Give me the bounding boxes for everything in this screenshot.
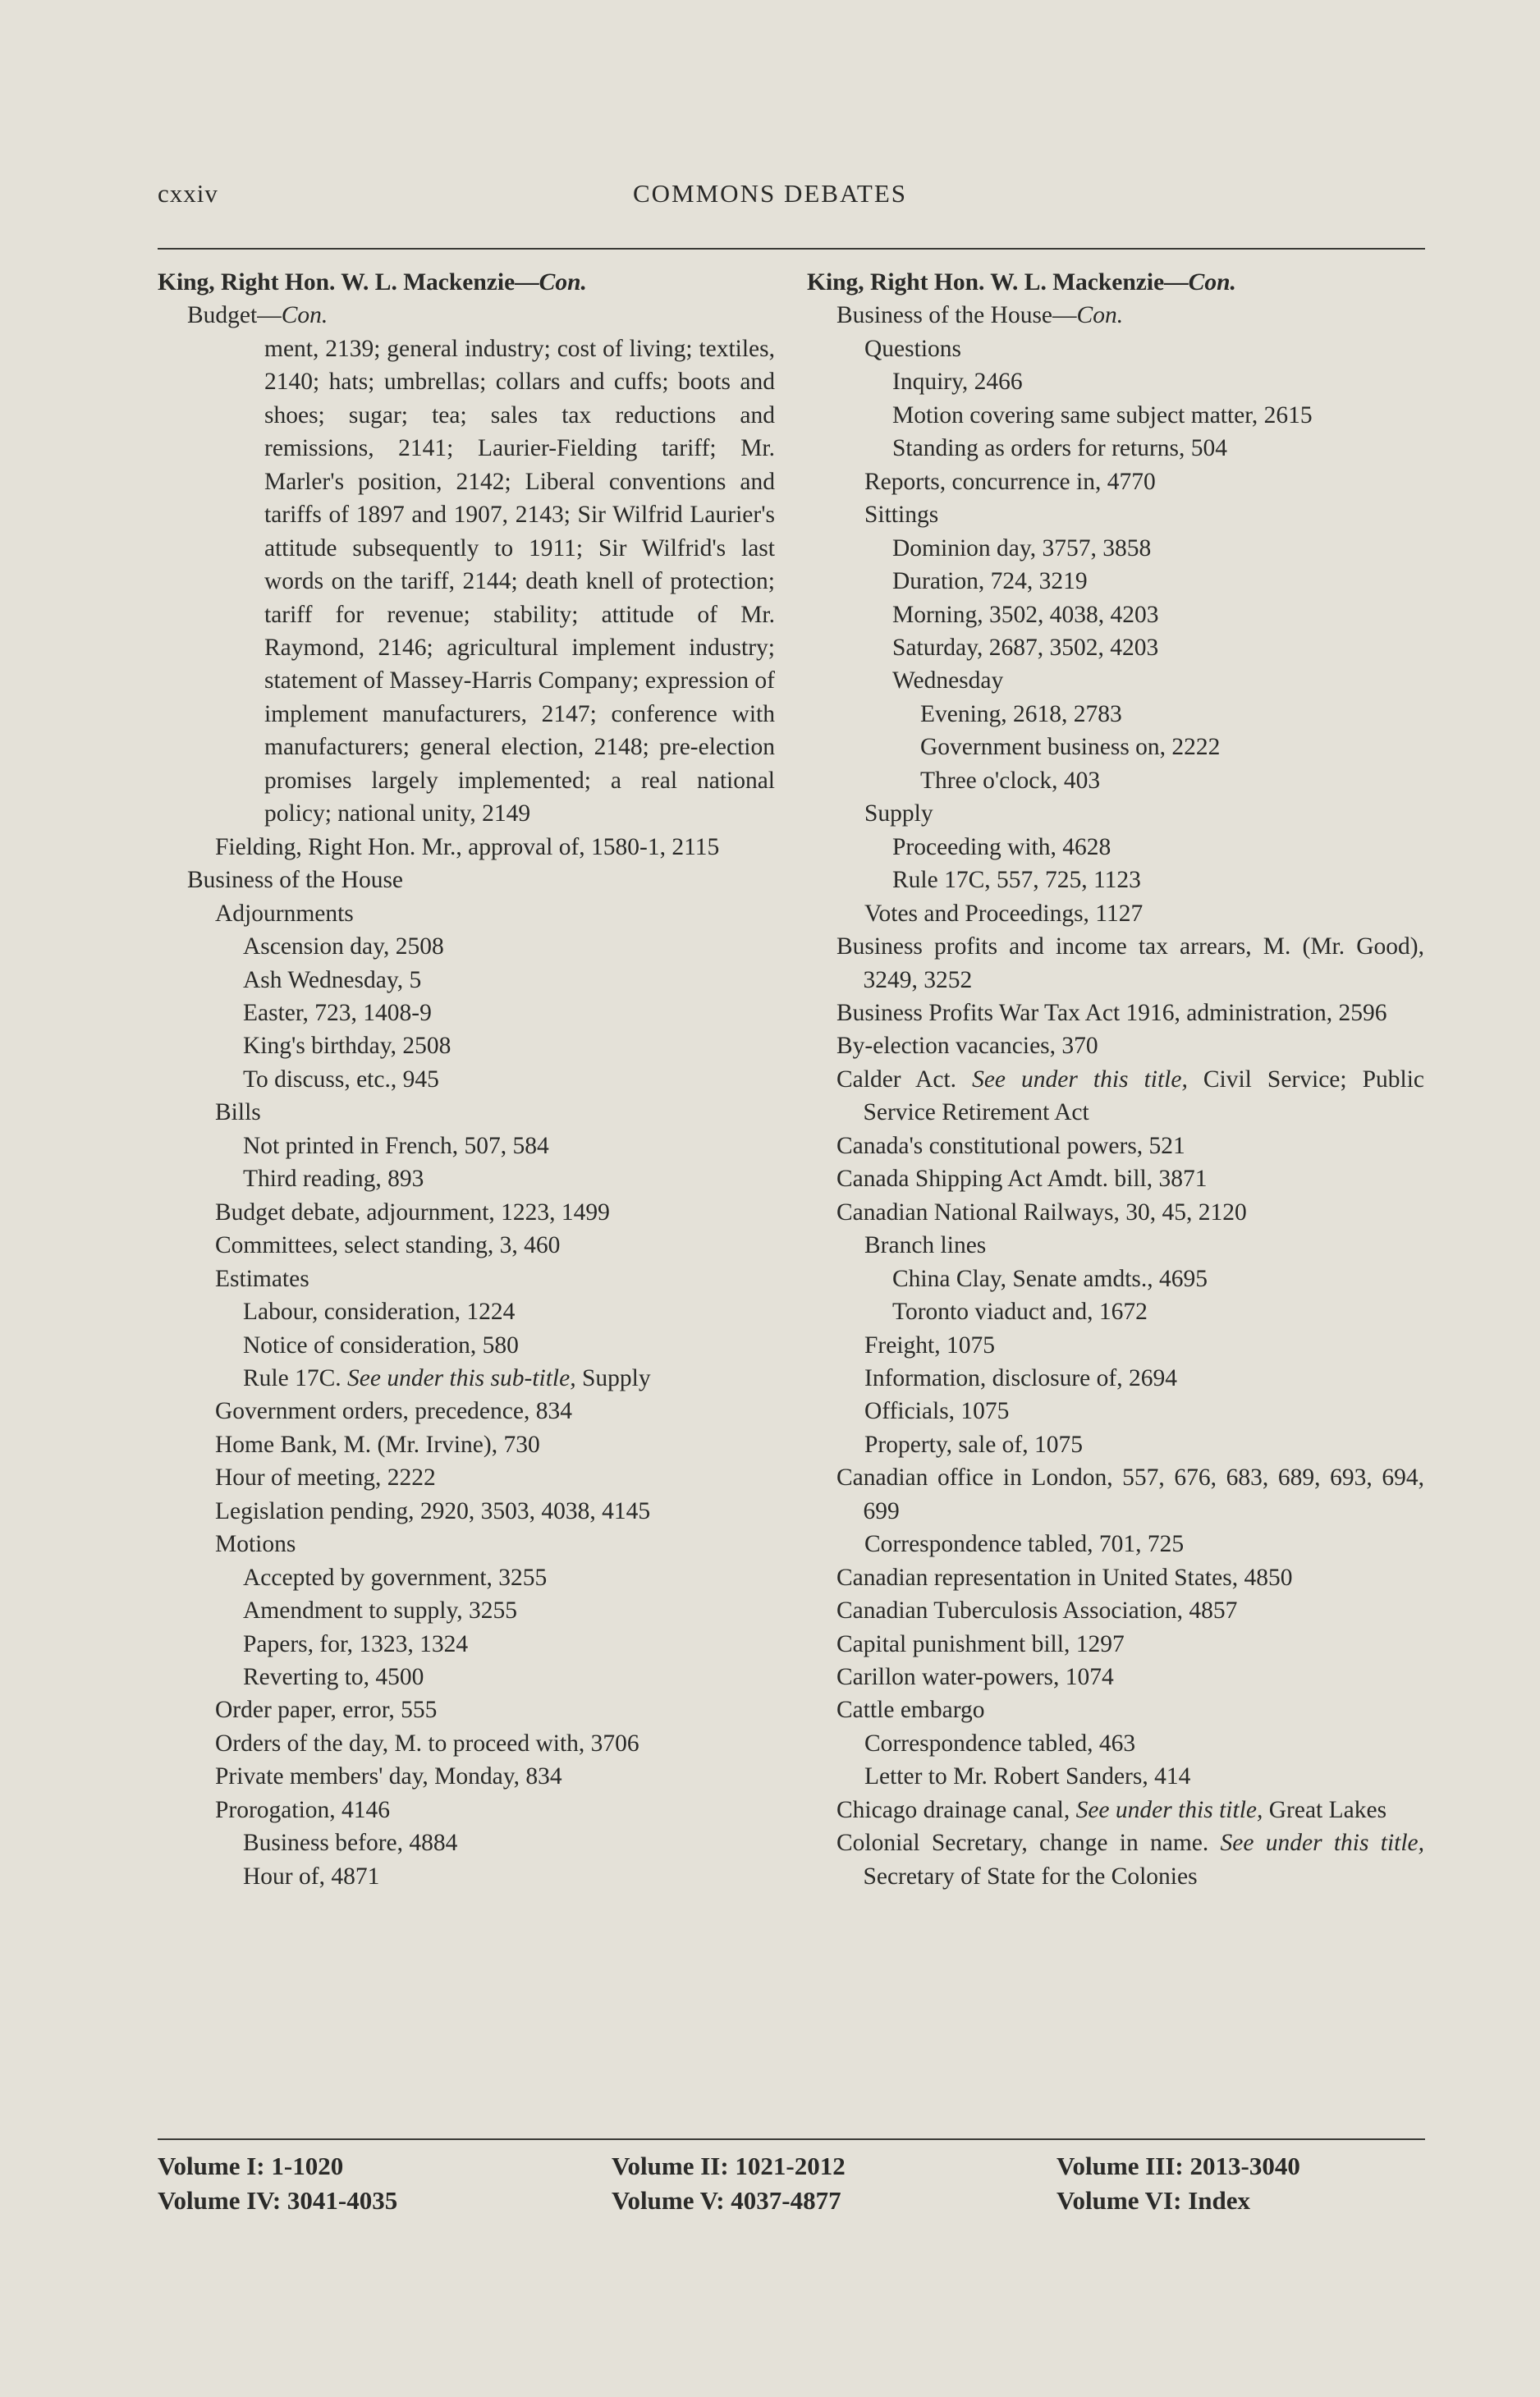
index-entry: [836, 1063, 1424, 1130]
index-entry: [920, 731, 1424, 763]
index-entry: [836, 1826, 1424, 1893]
index-entry-text: Estimates: [215, 1265, 309, 1292]
index-entry: [215, 1263, 775, 1295]
index-entry-text: Morning, 3502, 4038, 4203: [892, 601, 1159, 628]
index-entry-text: Canadian National Railways, 30, 45, 2120: [836, 1198, 1247, 1226]
index-entry-text: Sittings: [864, 502, 939, 529]
index-entry: [864, 1428, 1424, 1461]
index-entry-text: Ascension day, 2508: [243, 933, 444, 960]
index-entry-text: Business of the House—: [836, 302, 1077, 329]
index-entry-text: Rule 17C.: [243, 1364, 348, 1391]
index-entry-text: Supply: [575, 1364, 651, 1391]
index-entry: [215, 1727, 775, 1760]
index-entry: [920, 698, 1424, 731]
index-entry-text: Canada's constitutional powers, 521: [836, 1132, 1185, 1159]
index-entry-text: Correspondence tabled, 463: [864, 1730, 1136, 1757]
index-entry: [864, 1229, 1424, 1262]
index-entry: [836, 997, 1424, 1029]
index-entry: [864, 1362, 1424, 1395]
index-entry: [864, 1395, 1424, 1428]
index-entry: [215, 897, 775, 930]
index-entry-text: Proceeding with, 4628: [892, 833, 1111, 860]
index-entry: [892, 565, 1424, 598]
index-entry: [215, 1528, 775, 1561]
index-entry-text: Information, disclosure of, 2694: [864, 1364, 1177, 1391]
index-entry-text: Saturday, 2687, 3502, 4203: [892, 634, 1159, 661]
index-entry: [243, 1329, 775, 1362]
index-entry: [920, 764, 1424, 797]
index-entry-text: Amendment to supply, 3255: [243, 1597, 518, 1625]
page-number: cxxiv: [158, 179, 218, 208]
index-entry: [836, 1661, 1424, 1693]
volume-key-column: [158, 2149, 397, 2218]
index-entry: [892, 532, 1424, 565]
right-index-column: [807, 266, 1424, 1893]
index-entry-text: Fielding, Right Hon. Mr., approval of, 1580-1, 2115: [215, 833, 720, 860]
index-entry: [892, 864, 1424, 896]
index-entry: [836, 1628, 1424, 1661]
index-entry: [243, 1561, 775, 1594]
index-entry: [836, 1594, 1424, 1627]
index-entry: [243, 1661, 775, 1693]
index-entry-text: Order paper, error, 555: [215, 1697, 438, 1724]
index-entry-text: Three o'clock, 403: [920, 767, 1101, 794]
index-entry-text: Business profits and income tax arrears, M. (Mr. Good), 3249, 3252: [836, 933, 1424, 993]
index-entry: [243, 1029, 775, 1062]
index-entry: [215, 1395, 775, 1428]
index-entry: [243, 1628, 775, 1661]
index-entry: [892, 432, 1424, 465]
index-entry: [187, 864, 775, 896]
index-entry: [864, 332, 1424, 365]
index-entry-text: Bills: [215, 1099, 261, 1126]
index-entry-text: Business before, 4884: [243, 1830, 458, 1857]
index-entry: [864, 797, 1424, 830]
index-entry: [215, 1495, 775, 1528]
index-entry: [836, 299, 1424, 332]
index-entry-text: Standing as orders for returns, 504: [892, 435, 1228, 462]
index-entry: [243, 1826, 775, 1859]
volume-entry: Volume VI: Index: [1056, 2186, 1250, 2215]
index-entry-text: Branch lines: [864, 1232, 987, 1259]
index-entry: [892, 598, 1424, 631]
index-entry: [864, 1528, 1424, 1561]
index-entry: [864, 1727, 1424, 1760]
index-entry-text: Easter, 723, 1408-9: [243, 999, 432, 1026]
index-entry-text: Con.: [1076, 302, 1124, 329]
index-entry: [836, 1162, 1424, 1195]
index-entry: [243, 964, 775, 997]
index-entry-text: Con.: [281, 302, 328, 329]
index-entry: [836, 1461, 1424, 1528]
index-entry-text: Cattle embargo: [836, 1697, 985, 1724]
index-entry-text: See under this title,: [972, 1066, 1188, 1093]
index-entry-text: Committees, select standing, 3, 460: [215, 1232, 561, 1259]
index-entry: [243, 1860, 775, 1893]
index-entry-text: Motion covering same subject matter, 2615: [892, 401, 1313, 429]
volume-entry: Volume I: 1-1020: [158, 2152, 344, 2180]
index-entry-text: Officials, 1075: [864, 1398, 1010, 1425]
index-entry-text: Letter to Mr. Robert Sanders, 414: [864, 1763, 1191, 1790]
index-entry-text: Votes and Proceedings, 1127: [864, 900, 1144, 927]
index-entry-text: ment, 2139; general industry; cost of living; textiles, 2140; hats; umbrellas; collars and cuffs; boots and shoes; sugar; tea; sales tax reductions and remissions, 2141; Laurier-Fielding tariff; Mr. Marler's position, 2142; Liberal conventions and tariffs of 1897 and 1907, 2143; Sir Wilfrid Laurier's attitude subsequently to 1911; Sir Wilfrid's last words on the tariff, 2144; death knell of protection; tariff for revenue; stability; attitude of Mr. Raymond, 2146; agricultural implement industry; statement of Massey-Harris Company; expression of implement manufacturers, 2147; conference with manufacturers; general election, 2148; pre-election promises largely implemented; a real national policy; national unity, 2149: [264, 335, 775, 827]
index-entry: [836, 1693, 1424, 1726]
index-entry: [864, 1329, 1424, 1362]
index-entry-text: Correspondence tabled, 701, 725: [864, 1531, 1185, 1558]
index-entry: [836, 1130, 1424, 1162]
index-entry-text: Government orders, precedence, 834: [215, 1398, 572, 1425]
header-rule: [158, 248, 1425, 250]
index-entry-text: Notice of consideration, 580: [243, 1331, 519, 1359]
index-entry-text: Rule 17C, 557, 725, 1123: [892, 867, 1141, 894]
index-entry: [892, 831, 1424, 864]
index-entry-text: Papers, for, 1323, 1324: [243, 1630, 469, 1657]
index-entry: [864, 1760, 1424, 1793]
index-entry: [243, 1594, 775, 1627]
index-entry: [243, 930, 775, 963]
index-entry: [264, 332, 775, 831]
index-entry: [215, 1693, 775, 1726]
index-entry-text: Third reading, 893: [243, 1166, 424, 1193]
index-entry-text: Capital punishment bill, 1297: [836, 1630, 1125, 1657]
index-entry-text: Canadian office in London, 557, 676, 683, 689, 693, 694, 699: [836, 1464, 1424, 1524]
index-entry: [215, 1096, 775, 1129]
index-entry-text: Carillon water-powers, 1074: [836, 1664, 1114, 1691]
index-heading: [158, 266, 775, 299]
footer-rule: [158, 2138, 1425, 2140]
volume-entry: Volume IV: 3041-4035: [158, 2186, 398, 2215]
index-entry-text: Calder Act.: [836, 1066, 973, 1093]
index-entry: [243, 1130, 775, 1162]
index-entry-text: See under this sub-title,: [347, 1364, 576, 1391]
left-index-column: [158, 266, 775, 1893]
index-entry-text: Great Lakes: [1263, 1796, 1387, 1823]
index-entry: [892, 1263, 1424, 1295]
index-entry-text: Duration, 724, 3219: [892, 568, 1088, 595]
index-entry: [215, 1428, 775, 1461]
index-entry: [243, 1162, 775, 1195]
index-entry-text: Hour of, 4871: [243, 1863, 380, 1890]
volume-entry: Volume V: 4037-4877: [612, 2186, 841, 2215]
index-entry-text: Wednesday: [892, 667, 1004, 694]
index-entry-text: Canadian representation in United States, 4850: [836, 1564, 1293, 1591]
index-entry-text: Business of the House: [187, 867, 404, 894]
index-entry-text: By-election vacancies, 370: [836, 1033, 1098, 1060]
index-entry-text: See under this title,: [1220, 1830, 1424, 1857]
index-entry-text: Dominion day, 3757, 3858: [892, 534, 1152, 561]
index-entry-text: Not printed in French, 507, 584: [243, 1132, 549, 1159]
index-entry-text: Chicago drainage canal,: [836, 1796, 1076, 1823]
index-entry-text: Reverting to, 4500: [243, 1664, 424, 1691]
index-entry: [215, 1794, 775, 1826]
index-entry: [215, 1760, 775, 1793]
index-entry: [864, 498, 1424, 531]
index-entry-text: Con.: [539, 269, 587, 296]
index-entry-text: Civil Service; Public Service Retirement Act: [863, 1066, 1425, 1126]
index-entry-text: Reports, concurrence in, 4770: [864, 468, 1156, 495]
index-entry-text: King, Right Hon. W. L. Mackenzie—: [807, 269, 1189, 296]
index-entry: [243, 1063, 775, 1096]
index-entry: [892, 399, 1424, 432]
index-entry-text: Business Profits War Tax Act 1916, administration, 2596: [836, 999, 1387, 1026]
index-entry: [892, 631, 1424, 664]
index-entry-text: Legislation pending, 2920, 3503, 4038, 4145: [215, 1497, 651, 1524]
index-entry-text: Budget—: [187, 302, 282, 329]
index-entry-text: Ash Wednesday, 5: [243, 966, 422, 993]
index-entry-text: Adjournments: [215, 900, 354, 927]
index-entry: [215, 1196, 775, 1229]
index-entry: [836, 1196, 1424, 1229]
index-entry: [215, 1461, 775, 1494]
index-entry-text: Secretary of State for the Colonies: [863, 1863, 1198, 1890]
volume-key-column: [1056, 2149, 1300, 2218]
volume-entry: Volume III: 2013-3040: [1056, 2152, 1300, 2180]
index-entry-text: Orders of the day, M. to proceed with, 3706: [215, 1730, 639, 1757]
index-entry-text: Supply: [864, 800, 933, 827]
running-title: COMMONS DEBATES: [632, 179, 908, 208]
index-entry: [836, 1029, 1424, 1062]
index-entry-text: China Clay, Senate amdts., 4695: [892, 1265, 1208, 1292]
index-entry: [243, 1362, 775, 1395]
index-entry-text: Canadian Tuberculosis Association, 4857: [836, 1597, 1238, 1625]
index-entry-text: King's birthday, 2508: [243, 1033, 451, 1060]
index-entry-text: Evening, 2618, 2783: [920, 700, 1122, 727]
index-entry: [864, 465, 1424, 498]
index-entry-text: Property, sale of, 1075: [864, 1431, 1083, 1458]
index-entry-text: Hour of meeting, 2222: [215, 1464, 436, 1492]
index-entry-text: Private members' day, Monday, 834: [215, 1763, 562, 1790]
index-entry: [187, 299, 775, 332]
index-entry: [836, 1794, 1424, 1826]
index-entry: [243, 1295, 775, 1328]
volume-key-column: [612, 2149, 846, 2218]
index-entry: [864, 897, 1424, 930]
index-entry-text: Inquiry, 2466: [892, 369, 1023, 396]
index-entry: [215, 831, 775, 864]
index-entry-text: Questions: [864, 335, 961, 362]
index-entry-text: Canada Shipping Act Amdt. bill, 3871: [836, 1166, 1208, 1193]
index-entry-text: Budget debate, adjournment, 1223, 1499: [215, 1198, 610, 1226]
index-entry: [836, 930, 1424, 997]
index-entry: [243, 997, 775, 1029]
volume-entry: Volume II: 1021-2012: [612, 2152, 846, 2180]
index-entry-text: To discuss, etc., 945: [243, 1066, 439, 1093]
index-entry: [215, 1229, 775, 1262]
index-entry: [892, 1295, 1424, 1328]
index-entry-text: Toronto viaduct and, 1672: [892, 1299, 1148, 1326]
index-entry: [892, 365, 1424, 398]
index-entry-text: Government business on, 2222: [920, 734, 1221, 761]
index-entry-text: Freight, 1075: [864, 1331, 995, 1359]
index-entry-text: Home Bank, M. (Mr. Irvine), 730: [215, 1431, 540, 1458]
index-entry: [836, 1561, 1424, 1594]
index-entry-text: Prorogation, 4146: [215, 1796, 391, 1823]
index-entry-text: Motions: [215, 1531, 296, 1558]
index-entry-text: See under this title,: [1075, 1796, 1263, 1823]
index-entry: [892, 664, 1424, 697]
index-entry-text: Con.: [1188, 269, 1236, 296]
index-entry-text: Labour, consideration, 1224: [243, 1299, 516, 1326]
index-entry-text: Accepted by government, 3255: [243, 1564, 548, 1591]
index-entry-text: King, Right Hon. W. L. Mackenzie—: [158, 269, 539, 296]
index-heading: [807, 266, 1424, 299]
index-entry-text: Colonial Secretary, change in name.: [836, 1830, 1221, 1857]
